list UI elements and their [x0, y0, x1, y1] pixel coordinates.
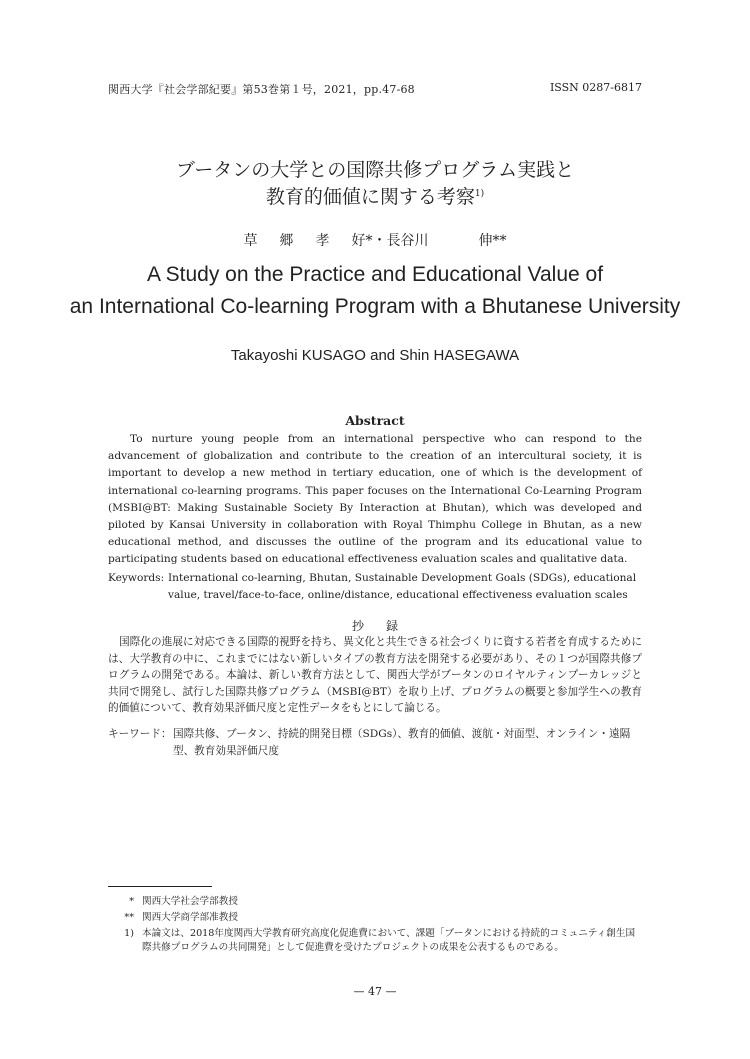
author1-char: 好 [351, 233, 366, 249]
author2-given: 伸 [478, 233, 493, 249]
keywords-ja-label: キーワード： [108, 728, 172, 740]
footnote [108, 927, 642, 955]
footnote-mark: ** [124, 912, 134, 923]
abstract-body: To nurture young people from an international perspective who can respond to the advancement of globalization and contribute to the creation of an intercultural society, it is important to develop a new method in tertiary education, one of which is the development of international co-learning programs. This paper focuses on the International Co-Learning Program (MSBI@BT: Making Sustainable Society By Interaction at Bhutan), which was developed and piloted by Kansai University in collaboration with Royal Thimphu College in Bhutan, as a new educational method, and discusses the outline of the program and its educational value to participating students based on educational effectiveness evaluation scales and qualitative data. [108, 433, 642, 566]
author1-char: 孝 [315, 233, 330, 249]
author1-mark: * [365, 233, 373, 249]
shoroku-body: 国際化の進展に対応できる国際的視野を持ち、異文化と共生できる社会づくりに資する若者を育成するためには、大学教育の中に、これまでにはない新しいタイプの教育方法を開発する必要があり、その１つが国際共修プログラムの開発である。本論は、新しい教育方法として、関西大学がブータンのロイヤルティンプーカレッジと共同で開発し、試行した国際共修プログラム（MSBI@BT）を取り上げ、プログラムの概要と参加学生への教育的価値について、教育効果評価尺度と定性データをもとにして論じる。 [108, 636, 642, 715]
title-en-line1: A Study on the Practice and Educational Value of [146, 263, 604, 286]
title-en-line2: an International Co-learning Program with a Bhutanese University [69, 295, 681, 318]
journal-citation: 関西大学『社会学部紀要』第53巻第１号，2021，pp.47-68 [108, 83, 415, 96]
abstract-heading: Abstract [345, 413, 405, 428]
footnote-mark: 1) [124, 928, 134, 939]
footnote-text: 関西大学商学部准教授 [142, 912, 238, 923]
page-number: — 47 — [353, 985, 397, 998]
title-ja-line2-text: 教育的価値に関する考察 [265, 186, 475, 208]
keywords-en-text: International co-learning, Bhutan, Sustainable Development Goals (SDGs), educational value, travel/face-to-face, online/distance, educational effectiveness evaluation scales [168, 572, 637, 601]
shoroku-heading-char: 録 [386, 619, 399, 633]
issn: ISSN 0287-6817 [549, 81, 642, 94]
author2-mark: ** [492, 233, 507, 249]
keywords-ja [108, 726, 642, 760]
keywords-en [108, 570, 642, 603]
author1-char: 草 [243, 233, 258, 249]
footnote [108, 895, 642, 909]
keywords-en-label: Keywords: [108, 572, 165, 584]
footnote-text: 本論文は、2018年度関西大学教育研究高度化促進費において、課題「ブータンにおける持続的コミュニティ創生国際共修プログラムの共同開発」として促進費を受けたプロジェクトの成果を公表するものである。 [142, 928, 636, 953]
shoroku-heading-char: 抄 [351, 619, 364, 633]
keywords-ja-text: 国際共修、ブータン、持続的開発目標（SDGs）、教育的価値、渡航・対面型、オンライン・遠隔型、教育効果評価尺度 [173, 728, 631, 757]
footnote-divider [108, 886, 212, 887]
author-separator: ・ [372, 233, 387, 249]
shoroku-heading [0, 617, 750, 634]
footnote [108, 911, 642, 925]
title-ja-line1: ブータンの大学との国際共修プログラム実践と [175, 159, 575, 181]
footnote-text: 関西大学社会学部教授 [142, 896, 238, 907]
author1-char: 郷 [279, 233, 294, 249]
title-ja-line2 [0, 180, 750, 211]
footnote-mark: * [129, 896, 134, 907]
title-footnote-mark: 1) [474, 189, 485, 199]
authors-en: Takayoshi KUSAGO and Shin HASEGAWA [230, 347, 520, 364]
authors-ja [0, 230, 750, 250]
author2-family: 長谷川 [386, 233, 429, 249]
